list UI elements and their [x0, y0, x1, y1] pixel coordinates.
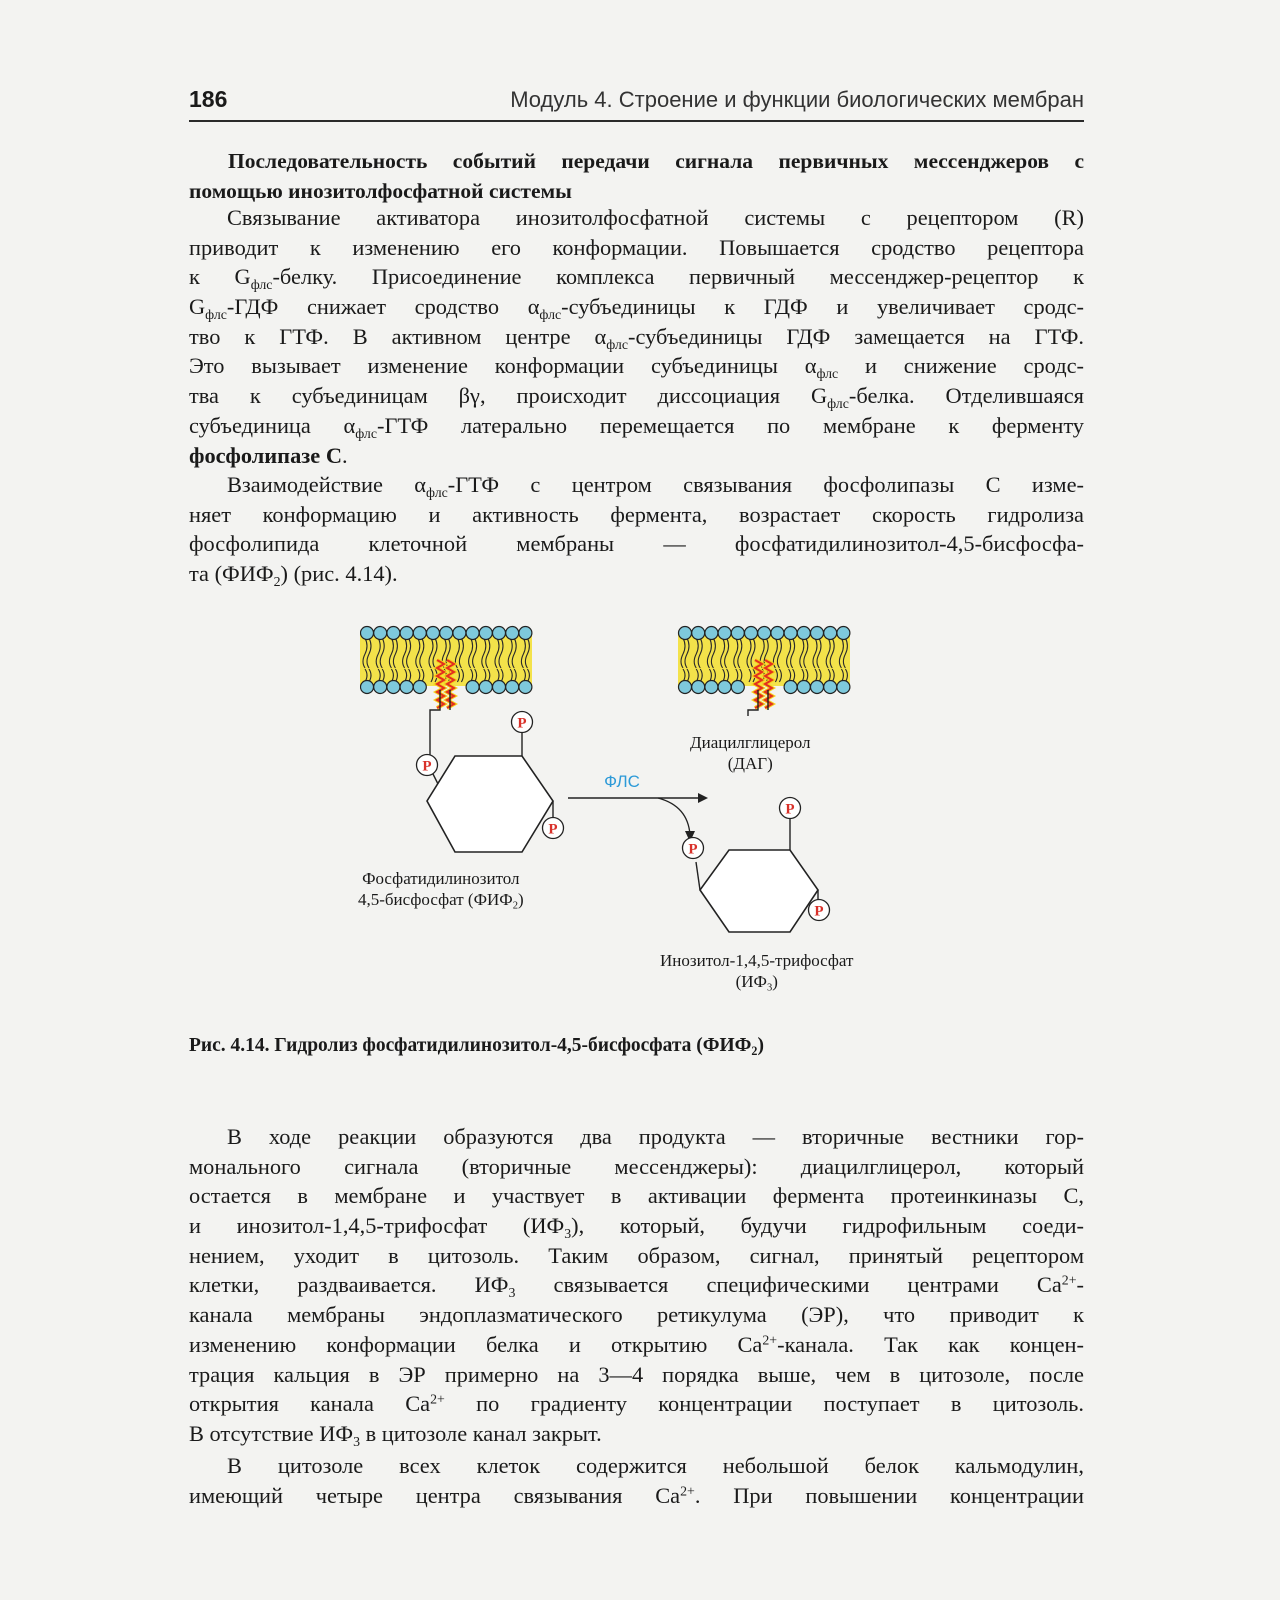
dag-membrane-lipid-head	[784, 627, 797, 640]
pip2-membrane-lipid-head	[413, 681, 426, 694]
dag-membrane-lipid-head	[679, 681, 692, 694]
heading-line: помощью инозитолфосфатной системы	[189, 178, 572, 203]
dag-membrane-lipid-head	[811, 627, 824, 640]
text-line: В отсутствие $ИФ_3$ в цитозоле канал закрыт.	[189, 1420, 602, 1450]
text-line: и инозитол-1,4,5-трифосфат $(ИФ_3)$, который, будучи гидрофильным соеди-	[189, 1213, 1084, 1242]
branch-arrow	[658, 798, 690, 835]
text-line: монального сигнала (вторичные мессенджеры): диацилглицерол, который	[189, 1153, 1084, 1179]
dag-membrane-lipid-head	[837, 627, 850, 640]
text-line: субъединица $\alpha_{флс}$-ГТФ латерально перемещается по мембране к ферменту	[189, 412, 1085, 442]
text-line: изменению конформации белка и открытию $Са^{2+}$-канала. Так как концен-	[189, 1331, 1084, 1357]
pip2-membrane-lipid-head	[519, 681, 532, 694]
dag-membrane-lipid-head	[811, 681, 824, 694]
heading-line: Последовательность событий передачи сигнала первичных мессенджеров с	[228, 149, 1084, 173]
pip2-membrane-lipid-head	[361, 627, 374, 640]
text-line: остается в мембране и участвует в активации фермента протеинкиназы С,	[189, 1183, 1084, 1209]
pip2-membrane-lipid-head	[466, 627, 479, 640]
pip2-membrane-lipid-head	[413, 627, 426, 640]
text-line: фосфолипазе С.	[189, 442, 348, 468]
page-number: 186	[189, 86, 228, 112]
pip2-membrane-lipid-head	[427, 627, 440, 640]
pip2-membrane-lipid-head	[506, 681, 519, 694]
dag-membrane-lipid-head	[771, 627, 784, 640]
text-line: Это вызывает изменение конформации субъединицы $\alpha_{флс}$ и снижение сродс-	[189, 353, 1084, 383]
text-line: приводит к изменению его конформации. Повышается сродство рецептора	[189, 234, 1084, 260]
text-line: открытия канала $Са^{2+}$ по градиенту концентрации поступает в цитозоль.	[189, 1391, 1084, 1417]
text-line: Взаимодействие $\alpha_{флс}$-ГТФ с центром связывания фосфолипазы С изме-	[227, 472, 1084, 501]
dag-membrane-lipid-head	[705, 681, 718, 694]
phosphate-label: P	[688, 841, 698, 858]
dag-label: Диацилглицерол (ДАГ)	[690, 733, 811, 773]
dag-membrane-lipid-head	[824, 681, 837, 694]
text-line: В цитозоле всех клеток содержится небольшой белок кальмодулин,	[227, 1453, 1084, 1478]
dag-membrane-lipid-head	[745, 627, 758, 640]
text-line: тво к ГТФ. В активном центре $\alpha_{флс}$-субъединицы ГДФ замещается на ГТФ.	[189, 323, 1084, 353]
phosphate-label: P	[422, 758, 432, 775]
page-header	[189, 80, 1084, 122]
pip2-membrane-lipid-head	[493, 681, 506, 694]
text-line: к $G_{флс}$-белку. Присоединение комплекса первичный мессенджер-рецептор к	[189, 264, 1084, 294]
paragraph-1	[189, 203, 1084, 470]
phosphate-label: P	[548, 821, 558, 838]
paragraph-2	[189, 470, 1084, 589]
pip2-membrane-lipid-head	[361, 681, 374, 694]
text-line: та $(ФИФ_2)$ (рис. 4.14).	[189, 561, 398, 590]
pip2-membrane-lipid-head	[440, 627, 453, 640]
section-heading	[189, 147, 1084, 206]
phosphate-label: P	[785, 801, 795, 818]
dag-membrane-lipid-head	[692, 681, 705, 694]
dag-membrane-lipid-head	[758, 627, 771, 640]
pip2-membrane-lipid-head	[374, 681, 387, 694]
pip2-membrane-lipid-head	[400, 681, 413, 694]
pip2-membrane-lipid-head	[374, 627, 387, 640]
figure-pip2-hydrolysis	[360, 620, 920, 1015]
dag-membrane-lipid-head	[679, 627, 692, 640]
text-line: клетки, раздваивается. $ИФ_3$ связывается специфическими центрами $Са^{2+}-$	[189, 1272, 1084, 1302]
phosphate-label: P	[517, 715, 527, 732]
pip2-membrane-lipid-head	[453, 627, 466, 640]
pip2-membrane-lipid-head	[479, 681, 492, 694]
text-line: нением, уходит в цитозоль. Таким образом, сигнал, принятый рецептором	[189, 1242, 1084, 1268]
pip2-membrane-lipid-head	[479, 627, 492, 640]
paragraph-4	[189, 1451, 1084, 1510]
dag-membrane-lipid-head	[718, 681, 731, 694]
pip2-inositol-ring	[427, 756, 553, 852]
enzyme-label: ФЛС	[604, 772, 640, 791]
text-line: канала мембраны эндоплазматического ретикулума (ЭР), что приводит к	[189, 1302, 1084, 1328]
text-line: $G_{флс}$-ГДФ снижает сродство $\alpha_{флс}$-субъединицы к ГДФ и увеличивает сродс-	[189, 294, 1084, 323]
ip3-inositol-ring	[700, 850, 818, 932]
text-line: тва к субъединицам βγ, происходит диссоциация $G_{флс}$-белка. Отделившаяся	[189, 383, 1084, 412]
text-line: В ходе реакции образуются два продукта — вторичные вестники гор-	[227, 1124, 1084, 1149]
dag-membrane-lipid-head	[731, 627, 744, 640]
dag-membrane-lipid-head	[837, 681, 850, 694]
text-line: имеющий четыре центра связывания $Са^{2+}$. При повышении концентрации	[189, 1482, 1084, 1508]
figure-caption: Рис. 4.14. Гидролиз фосфатидилинозитол-4,5-бисфосфата $(ФИФ_2)$	[189, 1035, 764, 1059]
running-head: Модуль 4. Строение и функции биологических мембран	[510, 87, 1084, 112]
pip2-membrane-lipid-head	[387, 681, 400, 694]
pip2-membrane-lipid-head	[466, 681, 479, 694]
dag-membrane-lipid-head	[718, 627, 731, 640]
text-line: фосфолипида клеточной мембраны — фосфатидилинозитол-4,5-бисфосфа-	[189, 531, 1084, 557]
dag-membrane-lipid-head	[824, 627, 837, 640]
dag-membrane-lipid-head	[797, 681, 810, 694]
text-line: няет конформацию и активность фермента, возрастает скорость гидролиза	[189, 501, 1084, 527]
dag-membrane-lipid-head	[692, 627, 705, 640]
pip2-label: Фосфатидилинозитол 4,5-бисфосфат $(ФИФ_2)$	[358, 869, 524, 912]
text-line: Связывание активатора инозитолфосфатной системы с рецептором (R)	[227, 205, 1084, 230]
pip2-membrane-lipid-head	[387, 627, 400, 640]
dag-membrane-lipid-head	[784, 681, 797, 694]
dag-membrane-lipid-head	[731, 681, 744, 694]
ip3-label: Инозитол-1,4,5-трифосфат $(ИФ_3)$	[660, 951, 854, 994]
paragraph-3	[189, 1122, 1084, 1449]
enzyme-term: фосфолипазе С	[189, 442, 342, 468]
ip3-p-bond	[696, 862, 700, 890]
dag-membrane-lipid-head	[797, 627, 810, 640]
dag-membrane-lipid-head	[705, 627, 718, 640]
pip2-membrane-lipid-head	[400, 627, 413, 640]
reaction-arrowhead	[698, 793, 708, 803]
pip2-membrane-lipid-head	[519, 627, 532, 640]
phosphate-label: P	[814, 903, 824, 920]
pip2-membrane-lipid-head	[506, 627, 519, 640]
pip2-membrane-lipid-head	[493, 627, 506, 640]
text-line: трация кальция в ЭР примерно на 3—4 порядка выше, чем в цитозоле, после	[189, 1361, 1084, 1387]
